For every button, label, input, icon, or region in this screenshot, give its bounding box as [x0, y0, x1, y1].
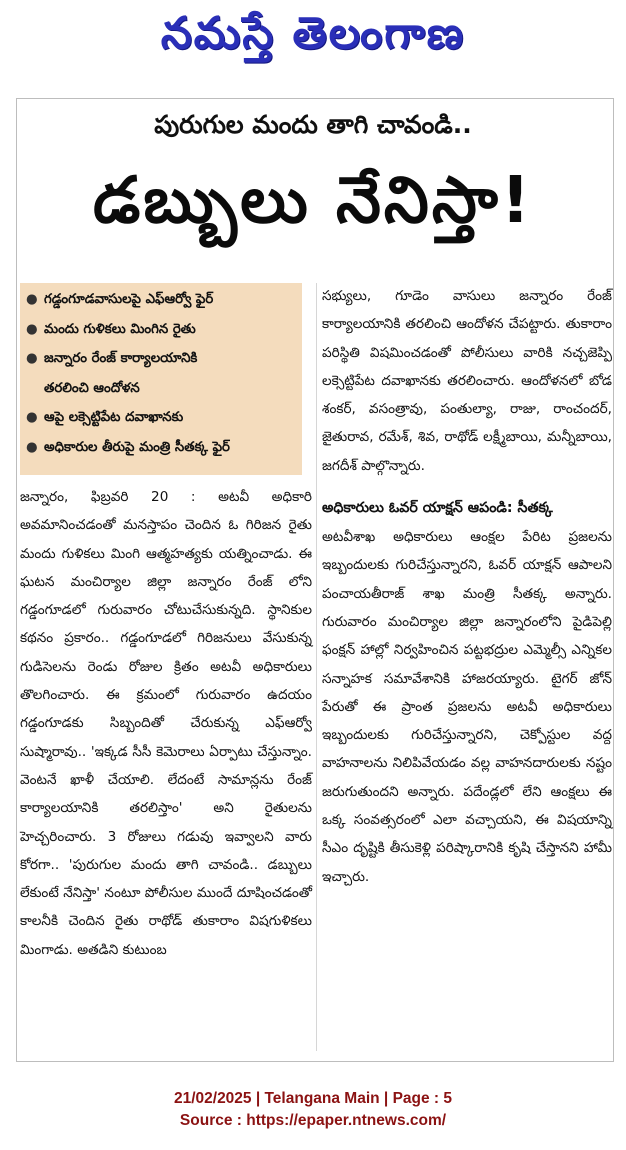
body-paragraph: జన్నారం, ఫిబ్రవరి 20 : అటవీ అధికారి అవమానించడంతో మనస్తాపం చెందిన ఓ గిరిజన రైతు మందు గుళికలు మింగి ఆత్మహత్యకు యత్నించాడు. ఈ ఘటన మంచిర్యాల జిల్లా జన్నారం రేంజ్ లోని గడ్డంగూడలో గురువారం చోటుచేసుకున్నది. స్థానికుల కథనం ప్రకారం.. గడ్డంగూడలో గిరిజనులు వేసుకున్న గుడిసెలను రెండు రోజుల క్రితం అటవీ అధికారులు తొలగించారు. ఈ క్రమంలో గురువారం ఉదయం గడ్డంగూడకు సిబ్బందితో చేరుకున్న ఎఫ్ఆర్వో సుష్మారావు.. 'ఇక్కడ సీసీ కెమెరాలు ఏర్పాటు చేస్తున్నాం. వెంటనే ఖాళీ చేయాలి. లేదంటే సామాన్లను రేంజ్ కార్యాలయానికి తరలిస్తాం' అని రైతులను హెచ్చరించారు. 3 రోజులు గడువు ఇవ్వాలని వారు కోరగా.. 'పురుగుల మందు తాగి చావండి.. డబ్బులు లేకుంటే నేనిస్తా' నంటూ పోలీసుల ముందే దూషించడంతో కాలనీకి చెందిన రైతు రాథోడ్ తుకారాం విషగుళికలు మింగాడు. అతడిని కుటుంబ [20, 489, 312, 958]
column-divider [316, 283, 317, 1051]
body-paragraph: సభ్యులు, గూడెం వాసులు జన్నారం రేంజ్ కార్యాలయానికి తరలించి ఆందోళన చేపట్టారు. తుకారాం పరిస్థితి విషమించడంతో పోలీసులు వారికి నచ్చజెప్పి లక్సెట్టిపేట దవాఖానకు తరలించారు. ఆందోళనలో బోడ శంకర్, వసంత్రావు, పంతుల్యా, రాజు, రాంచందర్, జైతురావ, రమేశ్, శివ, రాథోడ్ లక్ష్మీబాయి, మన్నీబాయి, జగదీశ్ పాల్గొన్నారు. [322, 288, 612, 474]
body-paragraph: అటవీశాఖ అధికారులు ఆంక్షల పేరిట ప్రజలను ఇబ్బందులకు గురిచేస్తున్నారని, ఓవర్ యాక్షన్ ఆపాలని పంచాయతీరాజ్ శాఖ మంత్రి సీతక్క అన్నారు. గురువారం మంచిర్యాల జిల్లా జన్నారంలోని పైడిపెల్లి ఫంక్షన్ హాల్లో నిర్వహించిన పట్టభద్రుల ఎమ్మెల్సీ ఎన్నికల సన్నాహక సమావేశానికి హాజరయ్యారు. టైగర్ జోన్ పేరుతో ఈ ప్రాంత ప్రజలను అటవీ అధికారులు ఇబ్బందులకు గురిచేస్తున్నారని, చెక్పోస్టుల వద్ద వాహనాలను నిలిపివేయడం వల్ల వాహనదారులకు నష్టం జరుగుతుందని అన్నారు. పదేండ్లలో లేని ఆంక్షలు ఈ ఒక్క సంవత్సరంలో ఎలా వచ్చాయని, ఈ విషయాన్ని సీఎం దృష్టికి తీసుకెళ్లి పరిష్కారానికి కృషి చేస్తానని హామీ ఇచ్చారు. [322, 529, 612, 885]
highlight-item [26, 374, 296, 404]
source-footer [0, 1088, 626, 1132]
bullet-icon: ● [26, 292, 38, 307]
article-kicker: పురుగుల మందు తాగి చావండి.. [154, 110, 472, 139]
bullet-icon: ● [26, 410, 38, 425]
article-body-right [322, 282, 612, 891]
highlight-text: అధికారుల తీరుపై మంత్రి సీతక్క ఫైర్ [44, 439, 230, 455]
bullet-icon: ● [26, 351, 38, 366]
highlights-box [20, 283, 302, 475]
masthead-title: నమస్తే తెలంగాణ [160, 8, 466, 59]
highlight-item [26, 433, 296, 463]
highlight-item [26, 315, 296, 345]
footer-source-line: Source : https://epaper.ntnews.com/ [179, 1112, 447, 1129]
article-body-left [20, 483, 312, 964]
highlight-text: గడ్డంగూడవాసులపై ఎఫ్ఆర్వో ఫైర్ [44, 292, 214, 307]
highlight-text: జన్నారం రేంజ్ కార్యాలయానికి [44, 351, 198, 366]
highlight-text: ఆపై లక్సెట్టిపేట దవాఖానకు [44, 410, 184, 425]
newspaper-masthead [0, 0, 626, 78]
bullet-icon: ● [26, 321, 38, 337]
footer-edition-line: 21/02/2025 | Telangana Main | Page : 5 [173, 1090, 453, 1107]
highlight-item [26, 344, 296, 374]
article-headline: డబ్బులు నేనిస్తా! [92, 164, 534, 238]
highlight-item [26, 403, 296, 433]
bullet-icon: ● [26, 439, 38, 455]
highlight-text: మందు గుళికలు మింగిన రైతు [44, 321, 196, 337]
article-subhead: అధికారులు ఓవర్ యాక్షన్ ఆపండి: సీతక్క [322, 500, 553, 517]
highlight-item [26, 285, 296, 315]
highlight-text: తరలించి ఆందోళన [44, 380, 140, 396]
